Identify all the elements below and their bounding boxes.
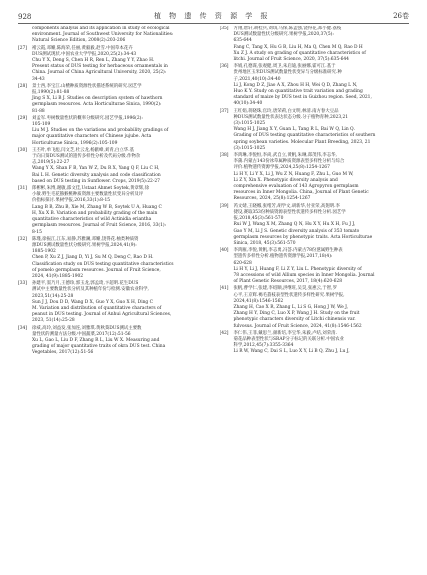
reference-entry: [220, 286, 410, 329]
reference-line: Sinica, 2018, 45(3):561-570: [233, 240, 296, 246]
reference-text: [32, 148, 208, 185]
reference-line: Li Z Y, Xin X. Phenotypic diversity analysis and: [233, 177, 338, 183]
reference-line: 型遗传多样性分析.植物遗传资源学报,2017,18(4):: [233, 254, 333, 260]
reference-number: [29]: [18, 115, 28, 121]
right-column: [220, 26, 410, 569]
reference-number: [34]: [18, 325, 28, 331]
reference-line: Resources, 2024, 25(8):1254-1267: [233, 196, 311, 202]
reference-entry: [18, 116, 208, 147]
left-column: [18, 26, 208, 569]
reference-text: [234, 286, 410, 329]
reference-text: [234, 26, 410, 63]
reference-line: Xu L, Gao L, Liu D F, Zhang R L, Liu W X. Measuring and: [32, 337, 160, 343]
reference-entry: [220, 26, 410, 63]
reference-line: 李娟,孔德谋,张观健,周卫,朱启迪,张丽娜,霍可江.基于: [233, 64, 336, 70]
reference-line: Liu M J. Studies on the variations and probability gradings of: [32, 128, 169, 134]
reference-number: [28]: [18, 83, 28, 89]
reference-line: 报,2018,45(3):561-570: [233, 216, 284, 222]
reference-line: Li R W, Wang C, Dai S L, Luo X Y, Li B Q, Zhu J, Lu J,: [233, 349, 350, 355]
reference-line: 报,1990(2):81-88: [32, 90, 70, 96]
reference-number: [35]: [219, 26, 229, 31]
reference-line: quantitative characteristics of wild Actinidia eriantha: [32, 217, 152, 223]
reference-entry: [220, 109, 410, 152]
reference-line: 测试中主要数量性状分析及其种植年份与检测.安徽农业科学,: [32, 287, 149, 293]
reference-line: 李鸿雁,李悦,黄帆,李志勇,冯荟.内蒙古78份葱属野生种表: [233, 248, 343, 254]
reference-text: [32, 186, 208, 236]
reference-text: [234, 331, 410, 356]
reference-text: [234, 153, 410, 203]
reference-line: Gao Y M, Li J S. Genetic diversity analysis of 353 tomato: [233, 228, 360, 234]
reference-line: Li H Y, Li J, Huang F, Li Z Y, Liu L. Phenotypic diversity of: [233, 266, 362, 272]
reference-line: Fang C, Tang X, Hu G B, Liu H, Ma Q, Chen M Q, Rao D H: [233, 44, 363, 50]
reference-line: germplasm resources by phenotypic traits. Acta Horticulturae: [233, 234, 373, 240]
reference-line: 种DUS测试数量性状表达状态分级.分子植物育种,2023,21: [233, 114, 349, 120]
reference-line: Rui W J, Wang X M, Zhang Q N, Hu X Y, Hu X H, Fu J J,: [233, 222, 356, 228]
reference-line: 价指标探讨.果树学报,2016,33(1):8-15: [32, 198, 111, 204]
reference-line: of pomelo germplasm resources. Journal of Fruit Science,: [32, 267, 161, 273]
reference-line: 2024,41(8):1546-1562: [233, 298, 284, 304]
volume-label: 26卷: [393, 12, 409, 20]
reference-entry: [220, 204, 410, 247]
reference-line: (3):1015-1025: [233, 121, 266, 127]
reference-text: [234, 64, 410, 107]
reference-line: Li H Y, Li Y X, Li J, Wu Z N, Huang F, Zhu L, Guo M W,: [233, 171, 354, 177]
reference-line: 2024, 41(9):1885-1902: [32, 273, 84, 279]
reference-line: grading of major quantitative traits of okra DUS test. China: [32, 344, 166, 350]
reference-line: fulvosus. Journal of Fruit Science, 2024, 41(8):1546-1562: [233, 323, 362, 329]
reference-text: [32, 326, 208, 357]
reference-line: Xu Z J. A study on grading of quantitative characteristics of: [233, 50, 366, 56]
reference-line: resources in Inner Mongolia. China, Journal of Plant Genetic: [233, 190, 369, 196]
reference-line: 刘孟军.枣树数量性状的概率分级研究.园艺学报,1996(2):: [32, 115, 143, 121]
reference-number: [32]: [18, 236, 28, 242]
reference-line: 于向日葵DUS测试的遗传多样性分析及代码分级.作物杂: [32, 154, 141, 160]
reference-entry: [220, 64, 410, 107]
reference-line: 褚云霞,邓姗,陈海荣,任丽,黄毅毅,赵雪.中国草本花卉: [32, 45, 133, 51]
reference-line: Wang Y X, Shan F B, Yan W Z, Du R X, Yang Q F, Liu C H,: [32, 166, 160, 172]
reference-text: [32, 84, 208, 115]
reference-line: 105-109: [32, 122, 51, 128]
reference-line: 菊花品种表型性状与SRAP分子标记的关联分析.中国农业: [233, 336, 344, 342]
reference-text: [32, 281, 208, 324]
reference-line: 方翔,唐轩,胡桂兵,刘琪,马保,陈孟强,饶得花,郑小健.荔枝: [233, 26, 342, 31]
journal-title: 植 物 遗 传 资 源 学 报: [153, 12, 271, 20]
reference-line: 78 accessions of wild Allium species in Inner Mongolia. Journal: [233, 272, 375, 278]
reference-line: Classification study on DUS testing quantitative characteristics: [32, 261, 174, 267]
reference-entry: [18, 84, 208, 115]
reference-line: China. Journal of China Agricultural University, 2020, 25(2):: [32, 70, 167, 76]
reference-number: [27]: [18, 45, 28, 51]
reference-entry: [18, 326, 208, 357]
reference-line: Huo K Y. Study on quantitative trait variation and grading: [233, 89, 363, 95]
reference-line: germplasm resources. Acta Horticulturae Sinica, 1990(2):: [32, 102, 162, 108]
reference-entry: [18, 281, 208, 324]
reference-line: Chu Y X, Deng S, Chen H R, Ren L, Zhang Y Y, Zhao H.: [32, 58, 155, 64]
reference-line: Wang H J, Jiang X Y, Guan L, Tang R L, Bai W Q, Lin Q.: [233, 127, 355, 133]
reference-entry: [18, 186, 208, 236]
reference-line: 徐威,高玲,刘益发,张加连,刘雅琪.黄秋葵DUS测试主要数: [32, 325, 142, 331]
reference-line: Bai L H. Genetic diversity analysis and code classification: [32, 172, 161, 178]
reference-text: [32, 237, 208, 280]
reference-line: 景士西,李宝江.山楂种质资源性状描述系统的研究.园艺学: [32, 83, 142, 89]
reference-number: [37]: [219, 108, 229, 114]
reference-line: 王红娟,蒋晓珠,官玲,唐荣莉,白文明,林清.南方春大豆品: [233, 108, 339, 114]
reference-text: [32, 46, 208, 83]
reference-line: H, Xu X B. Variation and probability grading of the main: [32, 210, 158, 216]
reference-line: (3):1015-1025: [233, 145, 266, 151]
reference-line: 郎彬彬,朱博,谢敏,邵文佳,Ustaat Ahmet Soytek,黄章辉,徐: [32, 186, 150, 192]
reference-line: Li J, Kong D Z, Jiao A X, Zhou H H, Wei Q D, Zhang L N,: [233, 82, 358, 88]
two-column-body: [18, 26, 409, 569]
reference-number: [42]: [219, 330, 229, 336]
reference-line: Vegetables, 2017(12):51-56: [32, 350, 94, 356]
reference-line: 陈瑾,徐振江,江东,易静,苏雅澜,邓姗,饶得花.柚类种质资: [32, 236, 139, 242]
reference-line: phenotypic characters diversity of Litchi chinensis var.: [233, 317, 356, 323]
reference-line: 源DUS测试数量性状分级研究.果树学报,2024,41(9):: [32, 242, 137, 248]
reference-line: peanut in DUS testing. Journal of Anhui Agricultural Sciences,: [32, 312, 172, 318]
reference-number: [31]: [18, 186, 28, 192]
reference-entry: [18, 148, 208, 185]
reference-line: 1885-1902: [32, 249, 56, 255]
reference-line: 子,2021,40(10):34-40: [233, 76, 281, 82]
reference-entry: [18, 46, 208, 83]
reference-line: Zhang H, Cao X R, Zhang L, Li S G, Hong J W, We J,: [233, 304, 349, 310]
running-header: [18, 8, 409, 24]
reference-line: 贵州地区玉米DUS测试数量性状变异与分级标准研究.种: [233, 70, 342, 76]
reference-line: of Plant Genetic Resources, 2017, 18(4):620-628: [233, 279, 343, 285]
reference-line: 2023, 51(14):25-28: [32, 318, 75, 324]
reference-line: 8-15: [32, 229, 42, 235]
reference-line: DUS测试数量性状分级研究.果树学报,2020,37(5):: [233, 32, 334, 38]
reference-line: comprehensive evaluation of 143 Agropyron germplasm: [233, 184, 359, 190]
reference-line: litchi. Journal of Fruit Science, 2020, 37(5):635-644: [233, 57, 349, 63]
reference-line: Zhang H Y, Ding C, Luo X P, Wang J H. Study on the fruit: [233, 311, 360, 317]
reference-line: Horticulturae Sinica, 1996(2):105-109: [32, 140, 118, 146]
reference-number: [39]: [219, 203, 229, 209]
reference-line: 孙建平,窦乃月,王德珍,郭玉龙,郭孟琦,卞超明.花生DUS: [32, 281, 139, 287]
reference-line: 李蒲.内蒙古143份冰草属种质资源表型多样性分析与综合: [233, 159, 345, 165]
reference-line: 李鸿琳,李悦恒,李尚,武自立,黄帆,朱琳,郑茂伟,李志华,: [233, 153, 337, 159]
reference-line: DUS测试现状.中国农业大学学报,2020,25(2):34-43: [32, 51, 137, 57]
reference-text: [234, 109, 410, 152]
reference-line: 40(10):34-40: [233, 101, 263, 107]
reference-line: 志,2019(5):22-27: [32, 160, 70, 166]
reference-line: Lang B B, Zhu B, Xie M, Zhang W B, Soytek U A, Huang C: [32, 204, 162, 210]
reference-line: Natural Science Edition, 2008(2):203-206: [32, 38, 126, 44]
reference-line: 王丕叶,单飞彪,闫文芝,杜云龙,杨献峰,刘青,白立华.基: [32, 147, 134, 153]
reference-line: 评价.植物遗传资源学报,2024,25(8):1254-1267: [233, 165, 330, 171]
reference-line: 张帆,曹学仁,张建,李绍顺,洪继旺,吴昊,张惠云,于智,罗: [233, 286, 337, 292]
reference-line: Sun J J, Dou D D, Wang D X, Guo Y X, Guo X H, Ding C: [32, 299, 154, 305]
reference-number: [36]: [219, 64, 229, 70]
reference-entry: [220, 331, 410, 356]
reference-line: M. Variation and distribution of quantitative characters of: [32, 305, 162, 311]
reference-line: Chen P, Xu Z J, Jiang D, Yi J, Su M Q, Deng C, Rao D H.: [32, 255, 154, 261]
page-number: 928: [18, 13, 32, 21]
reference-line: Grading of DUS testing quantitative characteristics of southern: [233, 133, 376, 139]
reference-line: 34-43: [32, 76, 45, 82]
reference-number: [41]: [219, 286, 229, 292]
reference-line: 635-644: [233, 38, 252, 44]
reference-line: Jing S X, Li B J. Studies on description system of hawthorn: [32, 96, 163, 102]
reference-line: 小敏.野生毛花猕猴桃种质资源主要数量性状变异分析及评: [32, 192, 144, 198]
reference-line: standard of maize by DUS test in Guizhou region. Seed, 2021,: [233, 95, 372, 101]
reference-line: based on DUS testing in Sunflower. Crops, 2019(5):22-27: [32, 178, 160, 184]
reference-entry: [220, 248, 410, 285]
reference-line: germplasm resources. Journal of Fruit Science, 2016, 33(1):: [32, 223, 167, 229]
reference-line: 620-628: [233, 260, 252, 266]
reference-continuation: [18, 26, 208, 45]
reference-line: 捷设,赛取353份种质资源表型性状遗传多样性分析.园艺学: [233, 209, 346, 215]
reference-number: [30]: [18, 147, 28, 153]
reference-line: 科学,2012,45(7):3355-3364: [233, 343, 294, 349]
reference-line: spring soybean varieties. Molecular Plant Breeding, 2023, 21: [233, 139, 371, 145]
reference-line: 心平,王京辉.褐毛荔枝表型性状遗传多样性研究.果树学报,: [233, 292, 345, 298]
reference-text: [234, 248, 410, 285]
reference-line: environment. Journal of Southwest University for Nationalities:: [32, 32, 174, 38]
reference-text: [32, 116, 208, 147]
reference-number: [40]: [219, 248, 229, 254]
reference-number: [38]: [219, 153, 229, 159]
reference-line: major quantitative characters of Chinese jujube. Acta: [32, 134, 152, 140]
reference-line: components analysis and its application in study of ecological: [32, 26, 170, 31]
reference-line: 芮文婧,王晓娜,张绪芳,胡学文,胡新华,付亚荣,高翅明.李: [233, 203, 340, 209]
reference-number: [33]: [18, 281, 28, 287]
reference-entry: [18, 237, 208, 280]
reference-entry: [220, 153, 410, 203]
reference-line: 量性状的测量方法分级.中国蔬菜,2017(12):51-56: [32, 331, 131, 337]
reference-line: 2023,51(14):25-28: [32, 293, 74, 299]
reference-line: 李仁伟,王菲,戴思兰,颜新培,李宝华,朱毅,卢结,刘荣清.: [233, 330, 337, 336]
reference-line: 81-88: [32, 108, 45, 114]
reference-line: Present status of DUS testing for herbaceous ornamentals in: [32, 64, 168, 70]
reference-text: [234, 204, 410, 247]
